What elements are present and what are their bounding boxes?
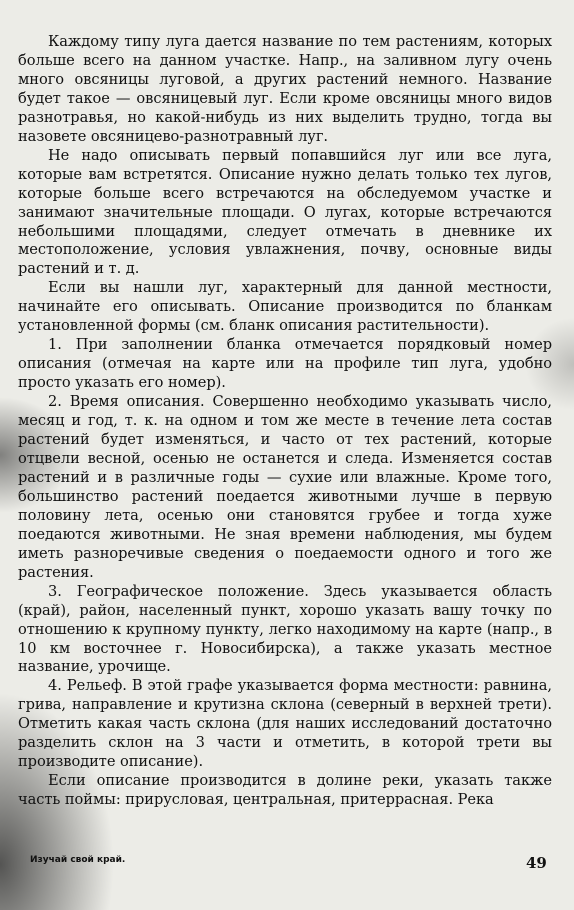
running-footer-title: Изучай свой край. — [30, 855, 126, 865]
paragraph-which-meadows: Не надо описывать первый попавшийся луг или все луга, которые вам встретятся. Описание нужно делать только тех лугов, которые больше всего встречаются на обследуемом участке и занимают значительные площади. О лугах, которые встречаются небольшими площадями, следует отмечать в дневнике их местоположение, условия увлажнения, почву, основные виды растений и т. д. — [18, 146, 552, 278]
paragraph-meadow-naming: Каждому типу луга дается название по тем растениям, которых больше всего на данном участке. Напр., на заливном лугу очень много овсяницы луговой, а других растений немного. Название будет такое — овсяницевый луг. Если кроме овсяницы много видов разнотравья, но какой-нибудь из них выделить трудно, тогда вы назовете овсяницево-разнотравный луг. — [18, 33, 552, 145]
paragraph-item-2-time: 2. Время описания. Совершенно необходимо указывать число, месяц и год, т. к. на одном и том же месте в течение лета состав растений будет изменяться, и часто от тех растений, которые отцвели весной, осенью не останется и следа. Изменяется состав растений и в различные годы — сухие или влажные. Кроме того, большинство растений поедается животными лучше в первую половину лета, осенью они становятся грубее и тогда хуже поедаются животными. Не зная времени наблюдения, мы будем иметь разноречивые сведения о поедаемости одного и того же растения. — [18, 393, 552, 581]
page-number: 49 — [526, 854, 547, 872]
paragraph-item-3-geography: 3. Географическое положение. Здесь указывается область (край), район, населенный пункт, хорошо указать вашу точку по отношению к крупному пункту, легко находимому на карте (напр., в 10 км восточнее г. Новосибирска), а также указать местное название, урочище. — [18, 582, 552, 676]
paragraph-start-description: Если вы нашли луг, характерный для данной местности, начинайте его описывать. Описание производится по бланкам установленной формы (см. бланк описания растительности). — [18, 279, 552, 335]
paragraph-item-1-number: 1. При заполнении бланка отмечается порядковый номер описания (отмечая на карте или на профиле тип луга, удобно просто указать его номер). — [18, 336, 552, 392]
paragraph-river-valley: Если описание производится в долине реки, указать также часть поймы: прирусловая, центральная, притеррасная. Река — [18, 772, 552, 809]
body-text — [18, 33, 552, 810]
paragraph-item-4-relief: 4. Рельеф. В этой графе указывается форма местности: равнина, грива, направление и крутизна склона (северный в верхней трети). Отметить какая часть склона (для наших исследований достаточно разделить склон на 3 части и отметить, в которой трети вы производите описание). — [18, 677, 552, 771]
